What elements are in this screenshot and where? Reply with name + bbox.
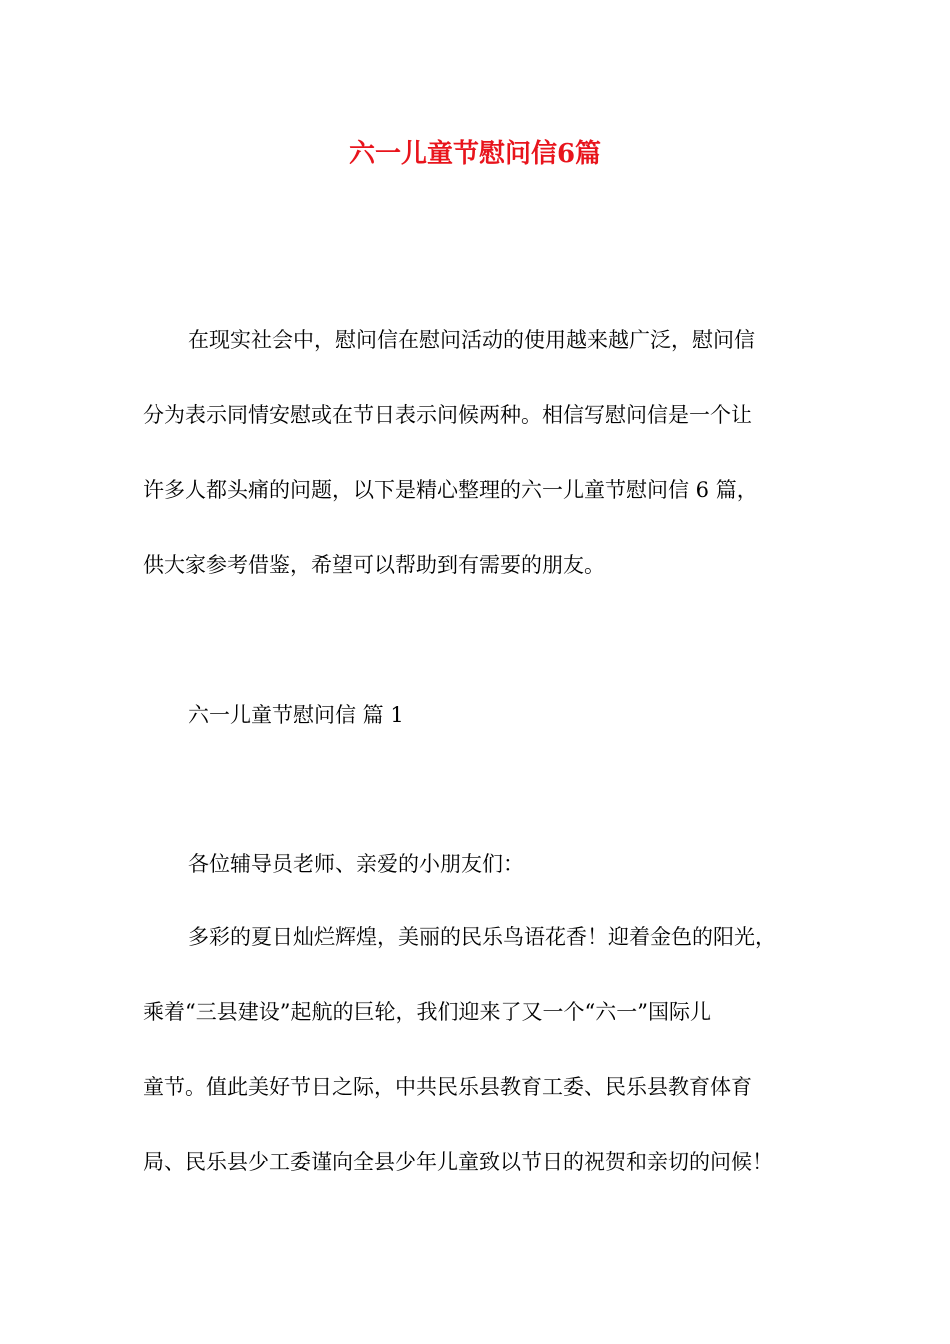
intro-paragraph [143,303,823,603]
salutation: 各位辅导员老师、亲爱的小朋友们： [188,852,524,876]
body-line: 多彩的夏日灿烂辉煌，美丽的民乐鸟语花香！迎着金色的阳光， [188,925,776,949]
intro-line: 在现实社会中，慰问信在慰问活动的使用越来越广泛，慰问信 [188,328,755,352]
intro-line: 分为表示同情安慰或在节日表示问候两种。相信写慰问信是一个让 [143,403,752,427]
body-paragraph [143,900,823,1200]
body-line: 局、民乐县少工委谨向全县少年儿童致以节日的祝贺和亲切的问候！ [143,1150,773,1174]
document-title: 六一儿童节慰问信6篇 [348,139,602,169]
body-line: 乘着“三县建设”起航的巨轮，我们迎来了又一个“六一”国际儿 [143,1000,711,1024]
body-line: 童节。值此美好节日之际，中共民乐县教育工委、民乐县教育体育 [143,1075,752,1099]
intro-line: 许多人都头痛的问题，以下是精心整理的六一儿童节慰问信 6 篇， [143,478,758,502]
intro-line: 供大家参考借鉴，希望可以帮助到有需要的朋友。 [143,553,605,577]
section-heading: 六一儿童节慰问信 篇 1 [188,703,404,727]
